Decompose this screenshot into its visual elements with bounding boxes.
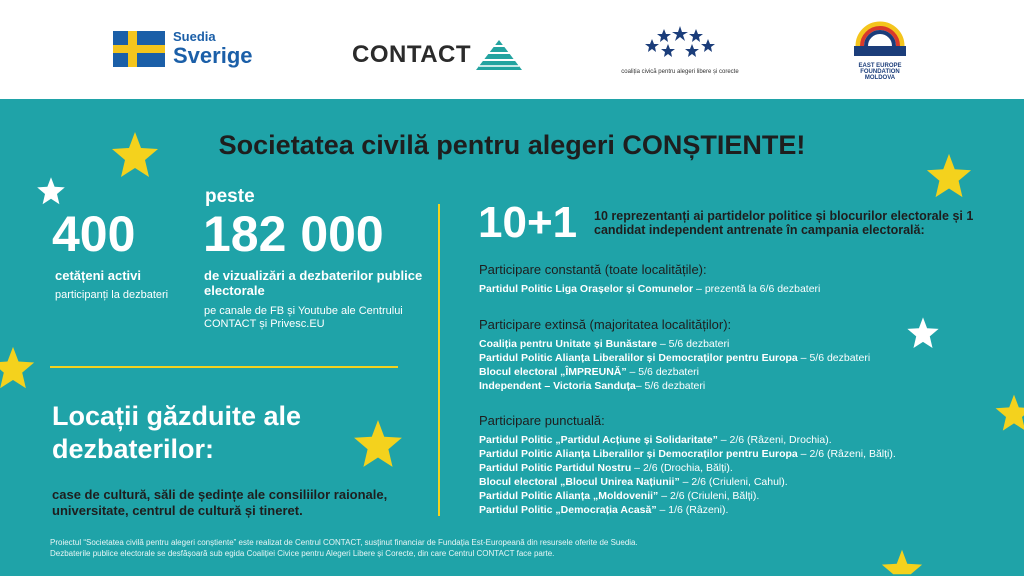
party-name: Coaliția pentru Unitate și Bunăstare — [479, 338, 657, 350]
party-name: Partidul Politic Liga Orașelor și Comunelor — [479, 283, 694, 295]
list-item — [479, 365, 999, 379]
section-heading: Participare extinsă (majoritatea localităților): — [479, 317, 732, 332]
page-title: Societatea civilă pentru alegeri CONȘTIENTE! — [218, 130, 806, 160]
triangle-icon — [474, 38, 524, 72]
locations-heading: Locații găzduite ale dezbaterilor: — [52, 401, 302, 464]
horizontal-divider — [50, 366, 398, 368]
party-detail: – 2/6 (Râzeni, Drochia). — [717, 434, 832, 446]
footer-line: Dezbaterile publice electorale se desfășoară sub egida Coaliției Civice pentru Alegeri Libere și Corecte, din care Centrul CONTACT face parte. — [50, 549, 555, 558]
white-star-icon — [36, 176, 66, 206]
contact-wordmark: CONTACT — [352, 41, 472, 68]
party-name: Partidul Politic „Democrația Acasă” — [479, 504, 657, 516]
section-punctual — [479, 413, 999, 517]
sweden-label-ro: Suedia — [173, 29, 216, 44]
list-item — [479, 447, 999, 461]
party-detail: – 5/6 dezbateri — [797, 352, 871, 364]
footer-line: Proiectul “Societatea civilă pentru alegeri conștiente” este realizat de Centrul CONTACT, susținut financiar de Fundația Est-Europeană din resursele oferite de Suedia. — [50, 538, 638, 547]
list-item — [479, 461, 999, 475]
list-item — [479, 351, 999, 365]
citizens-sublabel: participanți la dezbateri — [55, 289, 169, 301]
views-prefix: peste — [205, 186, 255, 207]
party-name: Independent – Victoria Sanduța — [479, 380, 636, 392]
yellow-star-icon — [0, 345, 36, 391]
contact-logo — [352, 38, 524, 72]
footer-note — [50, 537, 750, 559]
party-name: Partidul Politic Partidul Nostru — [479, 462, 632, 474]
section-heading: Participare constantă (toate localitățile): — [479, 262, 707, 277]
east-europe-foundation-logo — [848, 16, 912, 81]
vertical-divider — [438, 204, 440, 516]
coalition-logo — [610, 24, 750, 75]
list-item — [479, 475, 999, 489]
list-item — [479, 503, 999, 517]
party-detail: – 2/6 (Râzeni, Bălți). — [797, 448, 896, 460]
header-logos-bar — [0, 0, 1024, 99]
views-sublabel: pe canale de FB și Youtube ale Centrului CONTACT și Privesc.EU — [204, 305, 403, 330]
party-detail: – 5/6 dezbateri — [626, 366, 700, 378]
eef-emblem-icon — [850, 16, 910, 58]
list-item — [479, 337, 999, 351]
section-constant — [479, 262, 999, 296]
party-name: Partidul Politic „Partidul Acțiune și Solidaritate” — [479, 434, 718, 446]
views-label: de vizualizări a dezbaterilor publice electorale — [204, 268, 423, 298]
party-detail: – 1/6 (Râzeni). — [656, 504, 729, 516]
representatives-count: 10+1 — [478, 198, 578, 247]
party-name: Blocul electoral „Blocul Unirea Națiunii” — [479, 476, 680, 488]
section-extended — [479, 317, 999, 393]
party-name: Partidul Politic Alianța Liberalilor și Democraților pentru Europa — [479, 352, 798, 364]
list-item — [479, 379, 999, 393]
locations-text: case de cultură, săli de ședințe ale consiliilor raionale, universitate, centrul de cultură și tineret. — [52, 487, 388, 518]
party-detail: – 2/6 (Criuleni, Bălți). — [658, 490, 760, 502]
citizens-label: cetățeni activi — [55, 268, 141, 283]
yellow-star-icon — [880, 548, 924, 576]
party-detail: – 5/6 dezbateri — [635, 380, 706, 392]
party-detail: – 2/6 (Criuleni, Cahul). — [679, 476, 788, 488]
yellow-star-icon — [352, 418, 404, 470]
coalition-caption: coaliția civică pentru alegeri libere și corecte — [621, 69, 739, 75]
eef-caption: EAST EUROPE FOUNDATION — [858, 63, 902, 75]
sweden-label-sv: Sverige — [173, 43, 253, 68]
party-name: Blocul electoral „ÎMPREUNĂ” — [479, 366, 627, 378]
views-count: 182 000 — [203, 206, 384, 262]
party-detail: – prezentă la 6/6 dezbateri — [693, 283, 821, 295]
party-detail: – 2/6 (Drochia, Bălți). — [631, 462, 733, 474]
sweden-logo — [113, 30, 253, 67]
citizens-count: 400 — [52, 206, 136, 262]
party-name: Partidul Politic Alianța Liberalilor și Democraților pentru Europa — [479, 448, 798, 460]
party-name: Partidul Politic Alianța „Moldovenii” — [479, 490, 659, 502]
list-item — [479, 282, 999, 296]
stars-circle-icon — [640, 24, 720, 62]
representatives-text: 10 reprezentanți ai partidelor politice și blocurilor electorale și 1 candidat independent antrenate în campania electorală: — [594, 209, 974, 237]
eef-country: MOLDOVA — [864, 75, 896, 81]
list-item — [479, 489, 999, 503]
section-heading: Participare punctuală: — [479, 413, 605, 428]
sweden-flag-icon — [113, 31, 165, 67]
list-item — [479, 433, 999, 447]
party-detail: – 5/6 dezbateri — [656, 338, 730, 350]
